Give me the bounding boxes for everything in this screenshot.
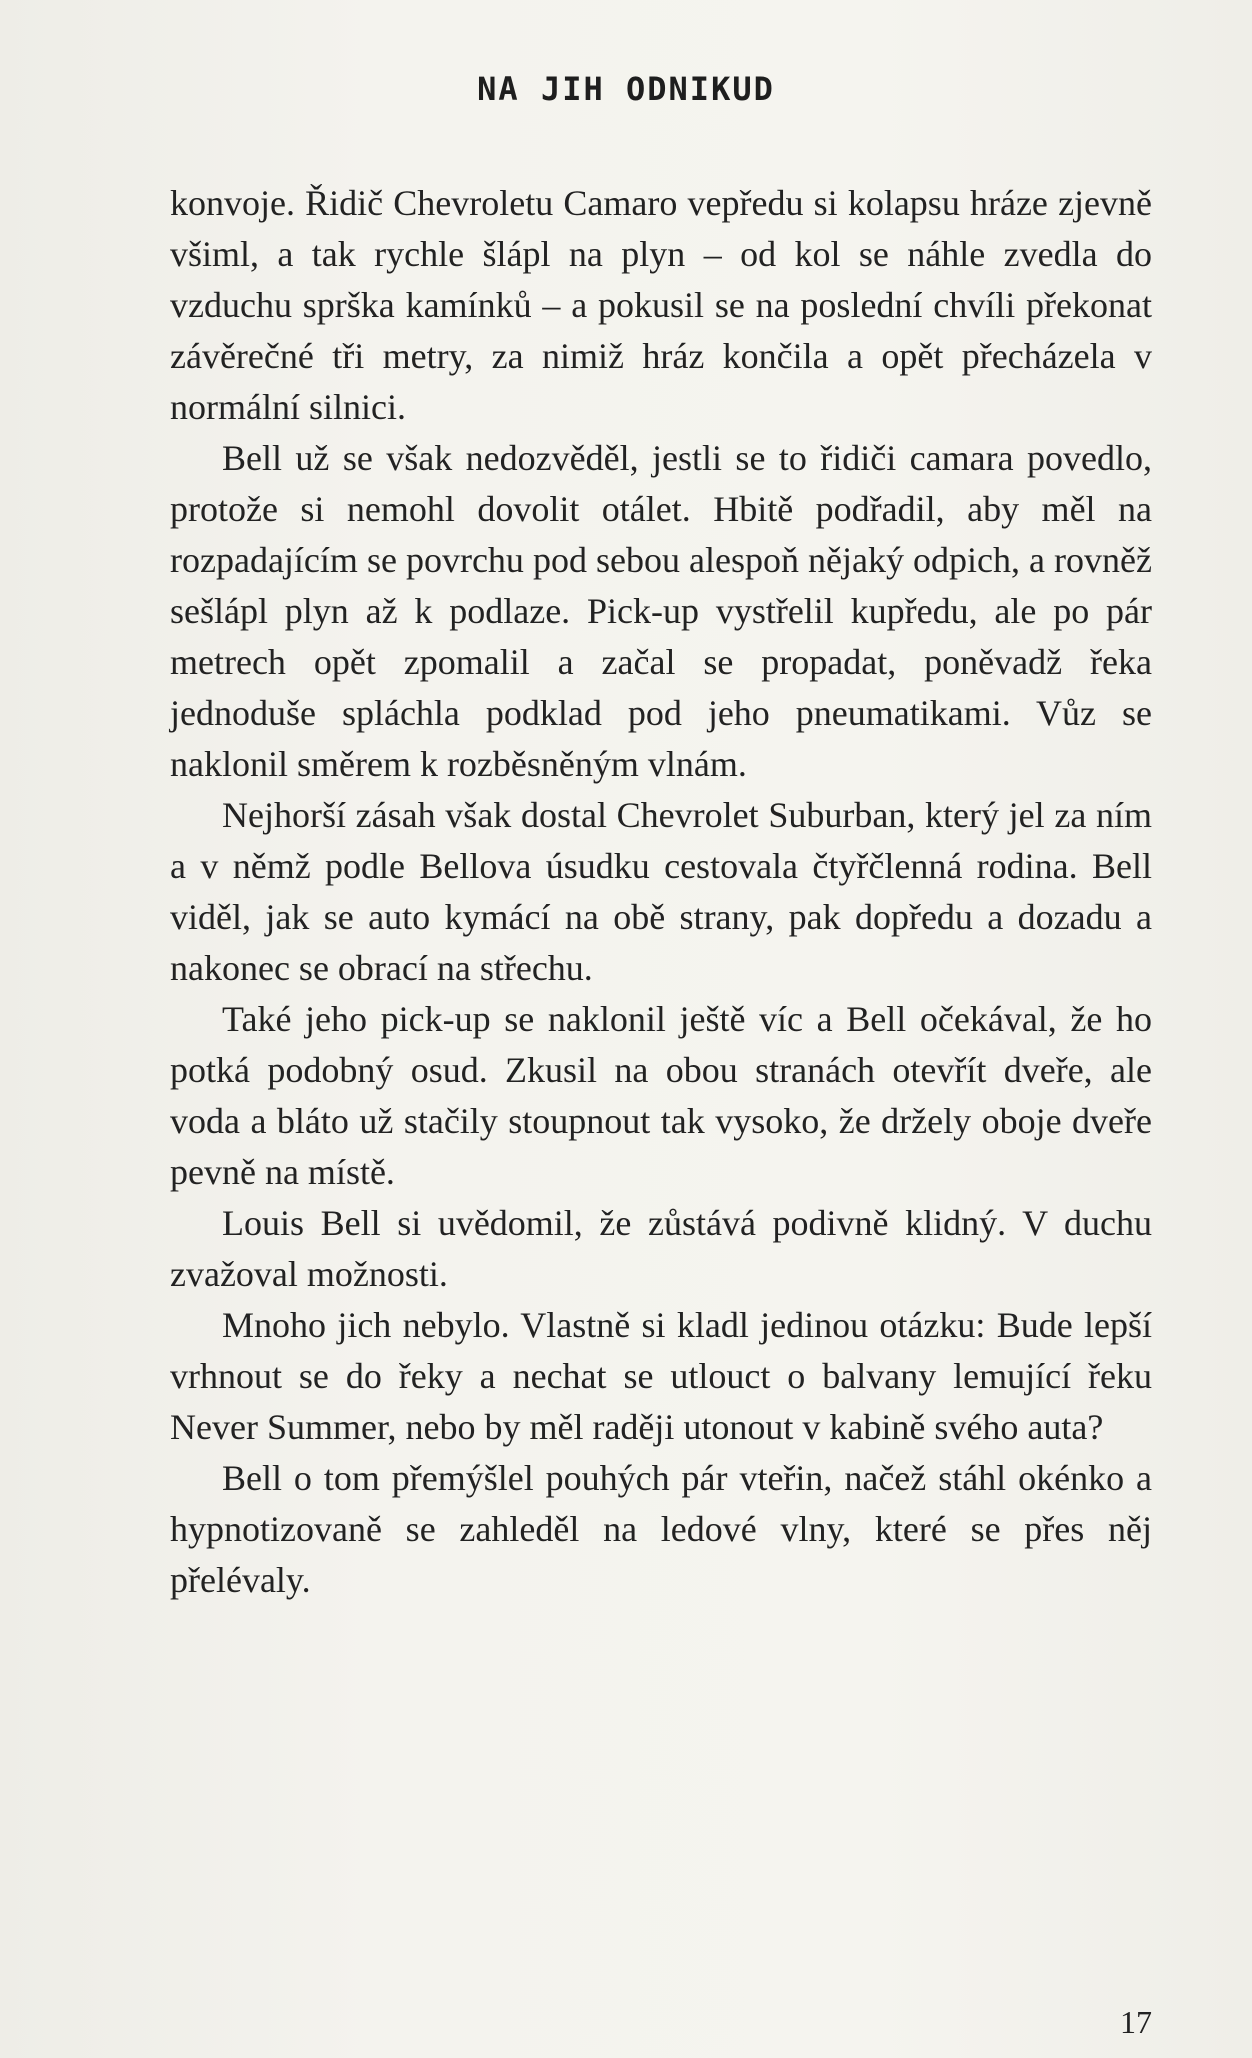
paragraph: konvoje. Řidič Chevroletu Camaro vepředu si kolapsu hráze zjevně všiml, a tak rychle šlápl na plyn – od kol se náhle zvedla do vzduchu sprška kamínků – a pokusil se na poslední chvíli překonat závěrečné tři metry, za nimiž hráz končila a opět přecházela v normální silnici. — [170, 183, 1152, 427]
paragraph: Nejhorší zásah však dostal Chevrolet Suburban, který jel za ním a v němž podle Bellova úsudku cestovala čtyřčlenná rodina. Bell viděl, jak se auto kymácí na obě strany, pak dopředu a dozadu a nakonec se obrací na střechu. — [170, 795, 1152, 988]
paragraph: Také jeho pick-up se naklonil ještě víc a Bell očekával, že ho potká podobný osud. Zkusil na obou stranách otevřít dveře, ale voda a bláto už stačily stoupnout tak vysoko, že držely oboje dveře pevně na místě. — [170, 999, 1152, 1192]
running-head: NA JIH ODNIKUD — [477, 70, 775, 108]
paragraph: Bell o tom přemýšlel pouhých pár vteřin, načež stáhl okénko a hypnotizovaně se zahleděl na ledové vlny, které se přes něj přelévaly. — [170, 1458, 1152, 1600]
body-text — [170, 178, 1152, 1606]
page-number: 17 — [1120, 2004, 1152, 2040]
paragraph: Louis Bell si uvědomil, že zůstává podivně klidný. V duchu zvažoval možnosti. — [170, 1203, 1152, 1294]
paragraph: Mnoho jich nebylo. Vlastně si kladl jedinou otázku: Bude lepší vrhnout se do řeky a nechat se utlouct o balvany lemující řeku Never Summer, nebo by měl raději utonout v kabině svého auta? — [170, 1305, 1152, 1447]
paragraph: Bell už se však nedozvěděl, jestli se to řidiči camara povedlo, protože si nemohl dovolit otálet. Hbitě podřadil, aby měl na rozpadajícím se povrchu pod sebou alespoň nějaký odpich, a rovněž sešlápl plyn až k podlaze. Pick-up vystřelil kupředu, ale po pár metrech opět zpomalil a začal se propadat, poněvadž řeka jednoduše spláchla podklad pod jeho pneumatikami. Vůz se naklonil směrem k rozběsněným vlnám. — [170, 438, 1152, 784]
